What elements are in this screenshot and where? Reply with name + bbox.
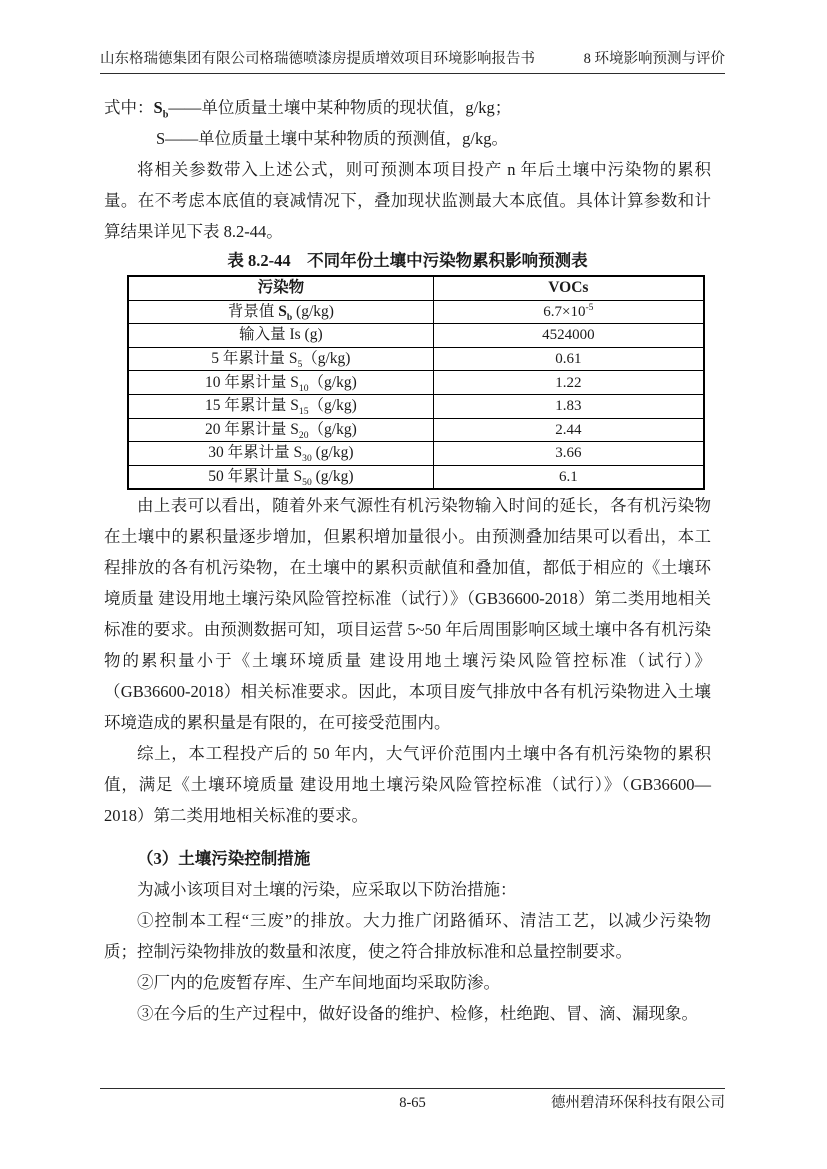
table-header-vocs: VOCs bbox=[433, 276, 704, 300]
label-symbol: S bbox=[293, 444, 303, 462]
paragraph-conclusion: 综上，本工程投产后的 50 年内，大气评价范围内土壤中各有机污染物的累积值，满足《土壤环境质量 建设用地土壤污染风险管控标准（试行）》（GB36600—2018）第二类用地相关标准的要求。 bbox=[104, 744, 711, 826]
paragraph-measures-intro: 为减小该项目对土壤的污染，应采取以下防治措施： bbox=[137, 880, 517, 900]
table-cell-label bbox=[128, 347, 433, 371]
formula-def1-pre: 式中： bbox=[104, 98, 154, 117]
formula-def1-text: ——单位质量土壤中某种物质的现状值，g/kg； bbox=[168, 98, 512, 117]
table-row bbox=[128, 465, 704, 489]
label-text: 15 年累计量 bbox=[205, 397, 291, 415]
label-unit: (g/kg) bbox=[292, 302, 334, 320]
table-cell-value bbox=[433, 394, 704, 418]
value-superscript: -5 bbox=[585, 301, 594, 313]
paragraph-measure-2: ②厂内的危废暂存库、生产车间地面均采取防渗。 bbox=[137, 973, 500, 993]
table-caption: 表 8.2-44 不同年份土壤中污染物累积影响预测表 bbox=[227, 251, 588, 270]
value-text: 0.61 bbox=[555, 351, 582, 368]
footer-company-name: 德州碧清环保科技有限公司 bbox=[551, 1095, 725, 1111]
table-cell-label bbox=[128, 418, 433, 442]
formula-def1-subscript: b bbox=[162, 109, 169, 121]
label-text: 背景值 bbox=[227, 302, 279, 320]
label-symbol: S bbox=[290, 373, 299, 391]
table-cell-value bbox=[433, 442, 704, 466]
label-subscript: 50 bbox=[302, 477, 312, 489]
header-doc-title: 山东格瑞德集团有限公司格瑞德喷漆房提质增效项目环境影响报告书 bbox=[100, 51, 535, 67]
label-unit: (g/kg) bbox=[311, 468, 354, 486]
table-row bbox=[128, 394, 704, 418]
page-footer bbox=[100, 1088, 725, 1112]
table-header-row bbox=[128, 276, 704, 300]
label-text: 50 年累计量 bbox=[208, 468, 294, 486]
label-unit: （g/kg) bbox=[308, 373, 357, 391]
table-header-pollutant: 污染物 bbox=[128, 276, 433, 300]
label-unit: (g/kg) bbox=[311, 444, 354, 462]
formula-definition-line-1 bbox=[104, 92, 711, 123]
table-cell-value bbox=[433, 300, 704, 324]
label-text: 30 年累计量 bbox=[208, 444, 294, 462]
value-text: 6.7×10 bbox=[543, 303, 586, 320]
label-subscript: b bbox=[286, 311, 293, 323]
table-cell-label bbox=[128, 465, 433, 489]
table-row bbox=[128, 371, 704, 395]
header-chapter-title: 8 环境影响预测与评价 bbox=[583, 51, 725, 67]
paragraph-intro: 将相关参数带入上述公式，则可预测本项目投产 n 年后土壤中污染物的累积量。在不考虑本底值的衰减情况下，叠加现状监测最大本底值。具体计算参数和计算结果详见下表 8.2-44。 bbox=[104, 160, 711, 241]
label-subscript: 5 bbox=[297, 359, 303, 371]
label-unit: （g/kg) bbox=[308, 420, 357, 438]
table-cell-value bbox=[433, 418, 704, 442]
table-row bbox=[128, 347, 704, 371]
formula-definition-line-2 bbox=[104, 123, 711, 154]
label-text: 10 年累计量 bbox=[205, 373, 291, 391]
table-cell-label bbox=[128, 300, 433, 324]
table-row bbox=[128, 300, 704, 324]
value-text: 1.22 bbox=[555, 374, 582, 391]
value-text: 1.83 bbox=[555, 398, 582, 415]
table-row bbox=[128, 442, 704, 466]
value-text: 6.1 bbox=[559, 469, 578, 486]
label-symbol: S bbox=[290, 397, 299, 415]
table-cell-value bbox=[433, 371, 704, 395]
label-unit: （g/kg) bbox=[302, 350, 351, 368]
value-text: 4524000 bbox=[542, 327, 595, 344]
formula-def2-text: ——单位质量土壤中某种物质的预测值，g/kg。 bbox=[165, 129, 508, 148]
page-number: 8-65 bbox=[399, 1095, 426, 1111]
value-text: 3.66 bbox=[555, 445, 582, 462]
table-cell-label bbox=[128, 324, 433, 348]
page-body bbox=[104, 92, 711, 1029]
heading-soil-pollution-control: （3）土壤污染控制措施 bbox=[137, 849, 311, 869]
label-subscript: 30 bbox=[302, 453, 312, 465]
table-cell-value bbox=[433, 324, 704, 348]
label-subscript: 15 bbox=[298, 406, 309, 418]
table-cell-label bbox=[128, 371, 433, 395]
label-symbol: S bbox=[278, 302, 287, 320]
value-text: 2.44 bbox=[555, 421, 582, 438]
table-cell-label bbox=[128, 442, 433, 466]
paragraph-measure-1: ①控制本工程“三废”的排放。大力推广闭路循环、清洁工艺，以减少污染物质；控制污染物排放的数量和浓度，使之符合排放标准和总量控制要求。 bbox=[104, 911, 711, 962]
table-cell-value bbox=[433, 465, 704, 489]
table-row bbox=[128, 418, 704, 442]
table-row bbox=[128, 324, 704, 348]
label-text: 20 年累计量 bbox=[205, 420, 291, 438]
table-cell-value bbox=[433, 347, 704, 371]
label-unit: （g/kg) bbox=[308, 397, 357, 415]
label-symbol: S bbox=[288, 350, 298, 368]
page-header bbox=[100, 50, 725, 74]
table-cell-label bbox=[128, 394, 433, 418]
paragraph-analysis: 由上表可以看出，随着外来气源性有机污染物输入时间的延长，各有机污染物在土壤中的累积量逐步增加，但累积增加量很小。由预测叠加结果可以看出，本工程排放的各有机污染物，在土壤中的累积贡献值和叠加值，都低于相应的《土壤环境质量 建设用地土壤污染风险管控标准（试行）》（GB36600-2018）第二类用地相关标准的要求。由预测数据可知，项目运营 5~50 年后周围影响区域土壤中各有机污染物的累积量小于《土壤环境质量 建设用地土壤污染风险管控标准（试行）》（GB36600-2018）相关标准要求。因此，本项目废气排放中各有机污染物进入土壤环境造成的累积量是有限的，在可接受范围内。 bbox=[104, 496, 711, 733]
label-subscript: 20 bbox=[298, 429, 309, 441]
pollutant-accumulation-table bbox=[127, 275, 705, 490]
formula-def1-symbol: S bbox=[153, 98, 163, 117]
paragraph-measure-3: ③在今后的生产过程中，做好设备的维护、检修，杜绝跑、冒、滴、漏现象。 bbox=[137, 1004, 698, 1024]
label-symbol: S bbox=[290, 420, 299, 438]
label-text: 输入量 Is (g) bbox=[239, 326, 323, 344]
formula-def2-symbol: S bbox=[155, 129, 166, 148]
label-symbol: S bbox=[293, 468, 303, 486]
label-subscript: 10 bbox=[298, 382, 309, 394]
label-text: 5 年累计量 bbox=[211, 350, 289, 368]
